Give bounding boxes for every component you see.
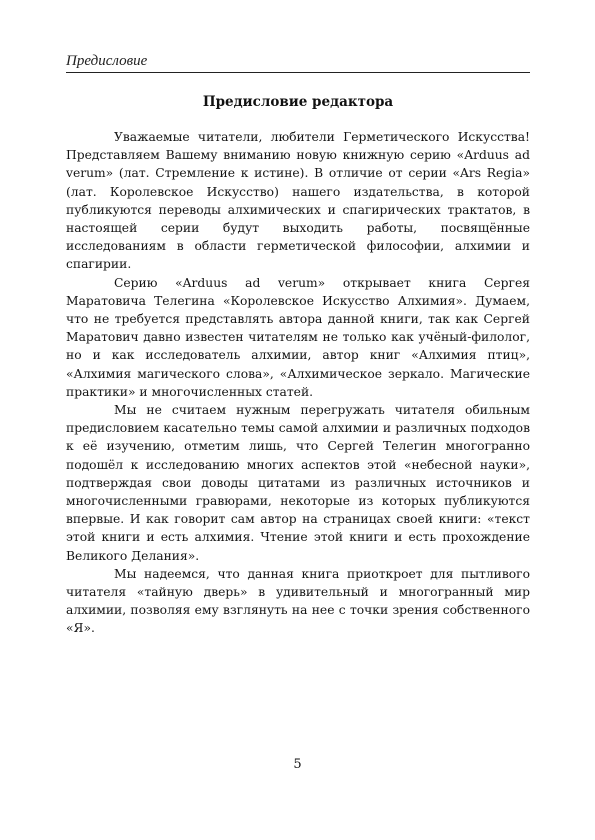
paragraph-3: Мы не считаем нужным перегружать читателя обильным предисловием касательно темы самой алхимии и различных подходов к её изучению, отметим лишь, что Сергей Телегин многогранно подошёл к исследованию многих аспектов этой «небесной науки», подтверждая свои доводы цитатами из различных источников и многочисленными гравюрами, некоторые из которых публикуются впервые. И как говорит сам автор на страницах своей книги: «текст этой книги и есть алхимия. Чтение этой книги и есть прохождение Великого Делания». [66,403,530,563]
page-number: 5 [293,757,302,772]
paragraph-1: Уважаемые читатели, любители Герметического Искусства! Представляем Вашему вниманию новую книжную серию «Arduus ad verum» (лат. Стремление к истине). В отличие от серии «Ars Regia» (лат. Королевское Искусство) нашего издательства, в которой публикуются переводы алхимических и спагирических трактатов, в настоящей серии будут выходить работы, посвящённые исследованиям в области герметической философии, алхимии и спагирии. [66,130,530,272]
paragraph-2: Серию «Arduus ad verum» открывает книга Сергея Маратовича Телегина «Королевское Искусство Алхимия». Думаем, что не требуется представлять автора данной книги, так как Сергей Маратович давно известен читателям не только как учёный-филолог, но и как исследователь алхимии, автор книг «Алхимия птиц», «Алхимия магического слова», «Алхимическое зеркало. Магические практики» и многочисленных статей. [66,275,530,399]
running-header-title: Предисловие [66,53,148,69]
running-header [66,50,530,73]
page-title: Предисловие редактора [202,94,394,110]
paragraph-4: Мы надеемся, что данная книга приоткроет для пытливого читателя «тайную дверь» в удивительный и многогранный мир алхимии, позволяя ему взглянуть на нее с точки зрения собственного «Я». [66,566,530,636]
body-text [66,128,530,638]
